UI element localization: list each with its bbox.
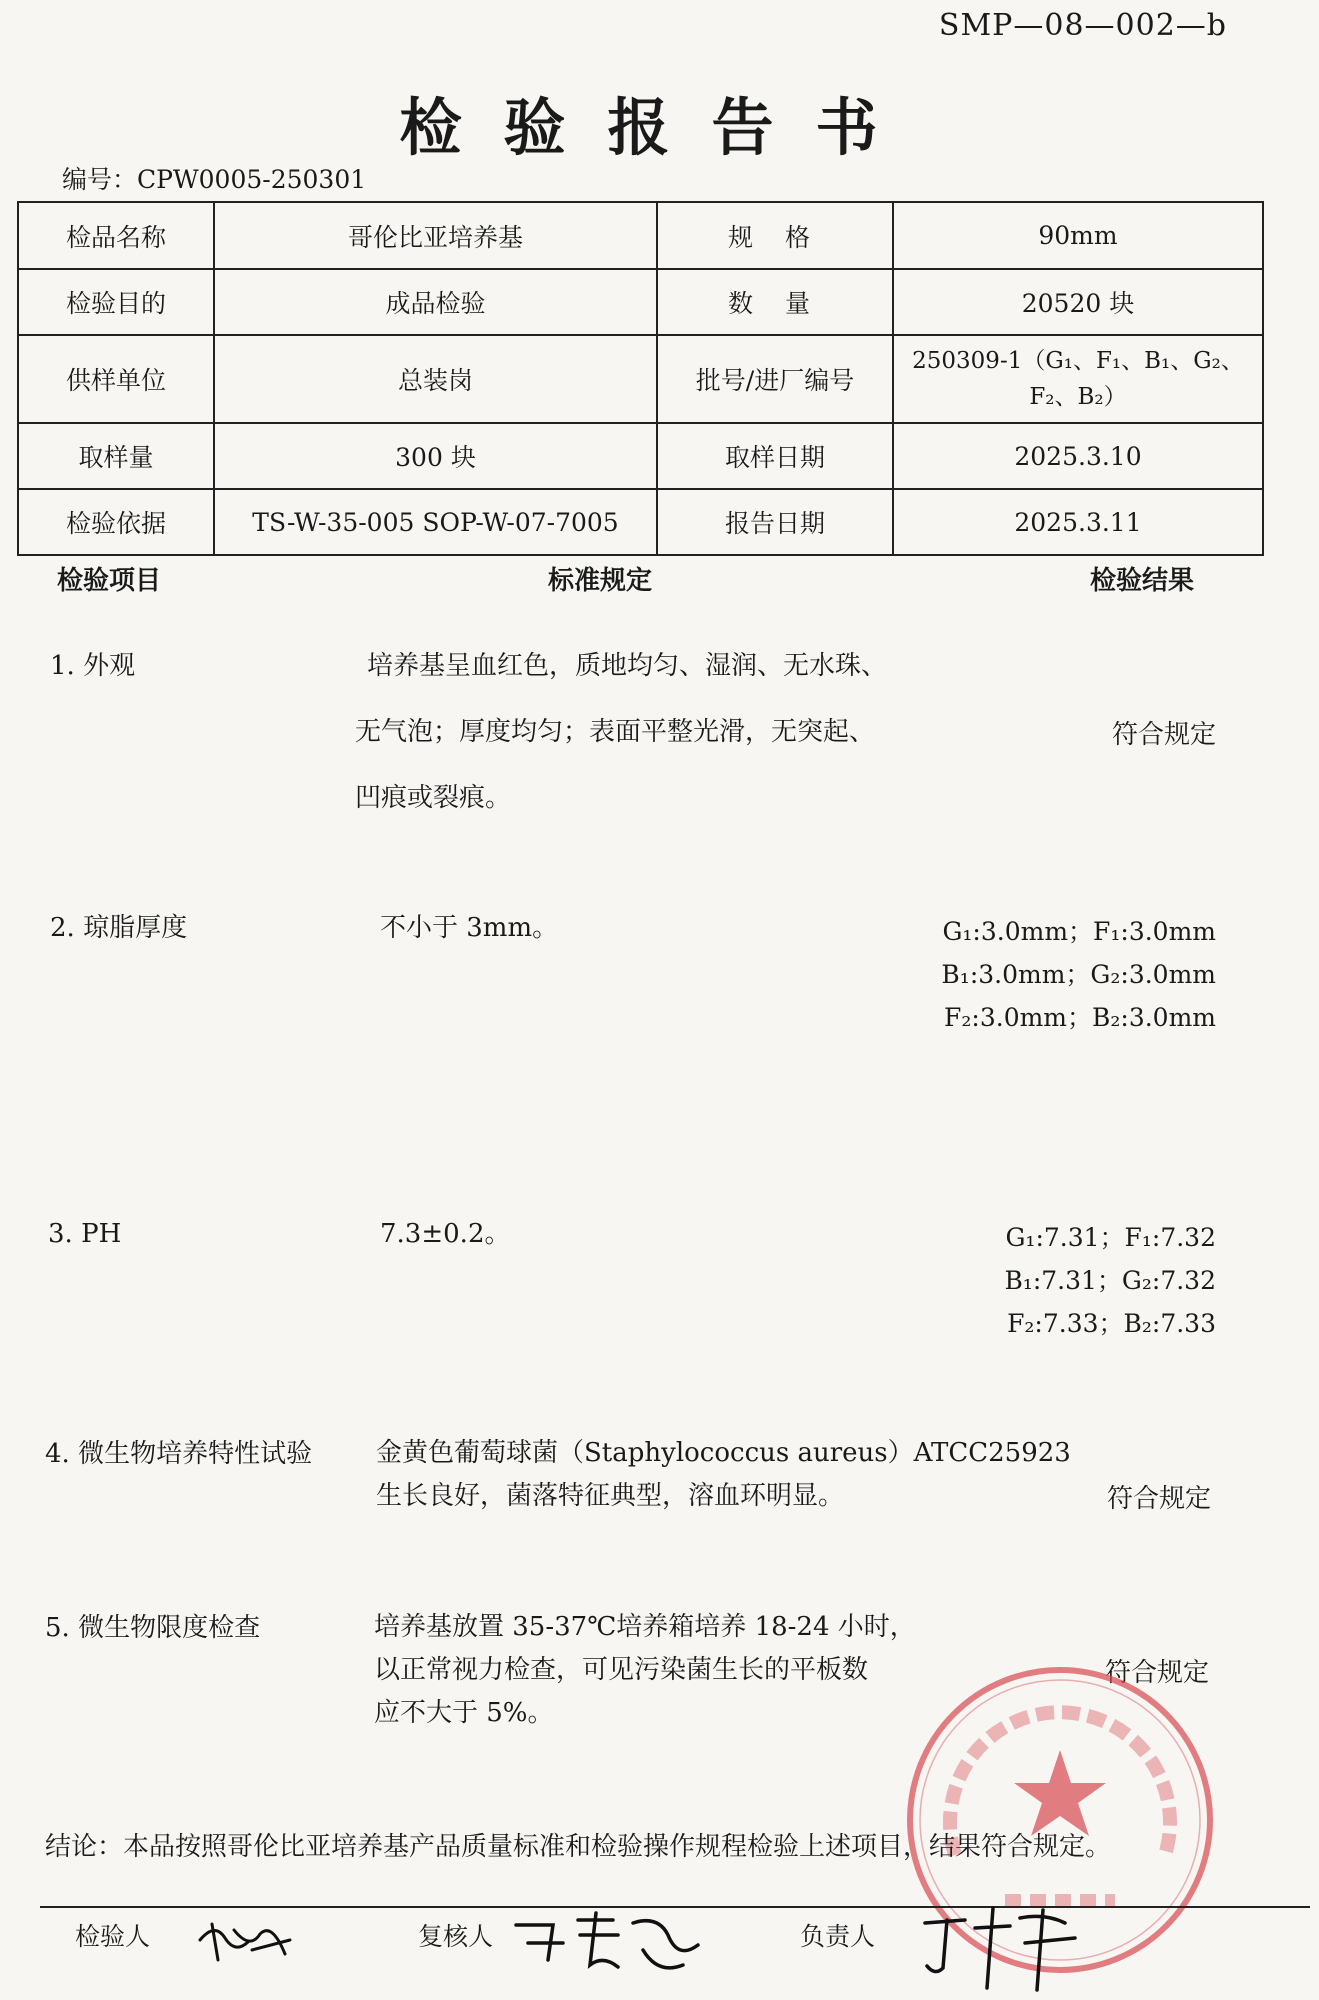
inspector-signature	[190, 1910, 300, 1970]
table-row	[18, 489, 1263, 555]
section-item-5: 5. 微生物限度检查	[45, 1613, 261, 1643]
responsible-label: 负责人	[800, 1922, 876, 1951]
column-headers	[0, 560, 1319, 596]
table-row	[18, 423, 1263, 489]
table-cell: 90mm	[893, 202, 1263, 269]
table-cell: 检验依据	[18, 489, 214, 555]
table-cell: 规 格	[657, 202, 893, 269]
result-line: B₁:3.0mm；G₂:3.0mm	[941, 960, 1216, 989]
table-cell: 数 量	[657, 269, 893, 335]
conclusion-text: 结论：本品按照哥伦比亚培养基产品质量标准和检验操作规程检验上述项目，结果符合规定。	[45, 1832, 1112, 1862]
table-cell: 供样单位	[18, 335, 214, 423]
result-line: B₁:7.31；G₂:7.32	[1004, 1266, 1216, 1295]
standard-line: 无气泡；厚度均匀；表面平整光滑，无突起、	[355, 717, 876, 747]
section-standard-1	[355, 645, 887, 820]
section-result-1: 符合规定	[1111, 720, 1216, 750]
result-line: G₁:3.0mm；F₁:3.0mm	[942, 917, 1216, 946]
table-cell: 取样日期	[657, 423, 893, 489]
page-title: 检验报告书	[399, 91, 920, 164]
section-standard-4	[376, 1432, 1071, 1518]
section-result-4: 符合规定	[1106, 1484, 1211, 1514]
table-cell: 批号/进厂编号	[657, 335, 893, 423]
standard-line: 以正常视力检查，可见污染菌生长的平板数	[374, 1655, 869, 1685]
column-header-standard: 标准规定	[548, 566, 653, 596]
section-result-5: 符合规定	[1104, 1658, 1209, 1688]
table-cell: 总装岗	[214, 335, 657, 423]
info-table	[17, 201, 1264, 556]
reviewer-signature	[508, 1905, 708, 1985]
table-cell: 250309-1（G₁、F₁、B₁、G₂、F₂、B₂）	[893, 335, 1263, 423]
standard-line: 应不大于 5%。	[374, 1698, 554, 1728]
standard-line: 培养基呈血红色，质地均匀、湿润、无水珠、	[367, 651, 888, 681]
section-standard-3: 7.3±0.2。	[380, 1219, 511, 1249]
column-header-item: 检验项目	[57, 566, 162, 596]
table-row	[18, 269, 1263, 335]
document-code: SMP—08—002—b	[938, 8, 1227, 43]
table-cell: 取样量	[18, 423, 214, 489]
section-result-3	[1004, 1216, 1216, 1345]
standard-line: 培养基放置 35-37℃培养箱培养 18-24 小时，	[374, 1612, 916, 1642]
table-cell: 成品检验	[214, 269, 657, 335]
section-standard-5	[374, 1606, 916, 1735]
column-header-result: 检验结果	[1090, 566, 1195, 596]
standard-line: 金黄色葡萄球菌（Staphylococcus aureus）ATCC25923	[376, 1438, 1071, 1468]
table-row	[18, 335, 1263, 423]
table-cell: TS-W-35-005 SOP-W-07-7005	[214, 489, 657, 555]
standard-line: 凹痕或裂痕。	[355, 783, 512, 813]
table-cell: 20520 块	[893, 269, 1263, 335]
section-item-2: 2. 琼脂厚度	[50, 913, 188, 943]
serial-number: 编号：CPW0005-250301	[62, 165, 367, 194]
section-item-3: 3. PH	[48, 1219, 122, 1249]
result-line: F₂:3.0mm；B₂:3.0mm	[944, 1003, 1216, 1032]
result-line: F₂:7.33；B₂:7.33	[1007, 1309, 1216, 1338]
section-standard-2: 不小于 3mm。	[380, 913, 559, 943]
table-cell: 检品名称	[18, 202, 214, 269]
table-cell: 检验目的	[18, 269, 214, 335]
table-cell: 报告日期	[657, 489, 893, 555]
inspector-label: 检验人	[75, 1922, 151, 1951]
table-cell: 2025.3.10	[893, 423, 1263, 489]
table-cell: 300 块	[214, 423, 657, 489]
responsible-signature	[915, 1898, 1085, 1993]
section-item-4: 4. 微生物培养特性试验	[45, 1439, 313, 1469]
table-cell: 哥伦比亚培养基	[214, 202, 657, 269]
section-item-1: 1. 外观	[50, 651, 136, 681]
reviewer-label: 复核人	[418, 1922, 494, 1951]
table-cell: 2025.3.11	[893, 489, 1263, 555]
table-row	[18, 202, 1263, 269]
result-line: G₁:7.31；F₁:7.32	[1005, 1223, 1216, 1252]
standard-line: 生长良好，菌落特征典型，溶血环明显。	[376, 1481, 845, 1511]
section-result-2	[941, 910, 1216, 1039]
